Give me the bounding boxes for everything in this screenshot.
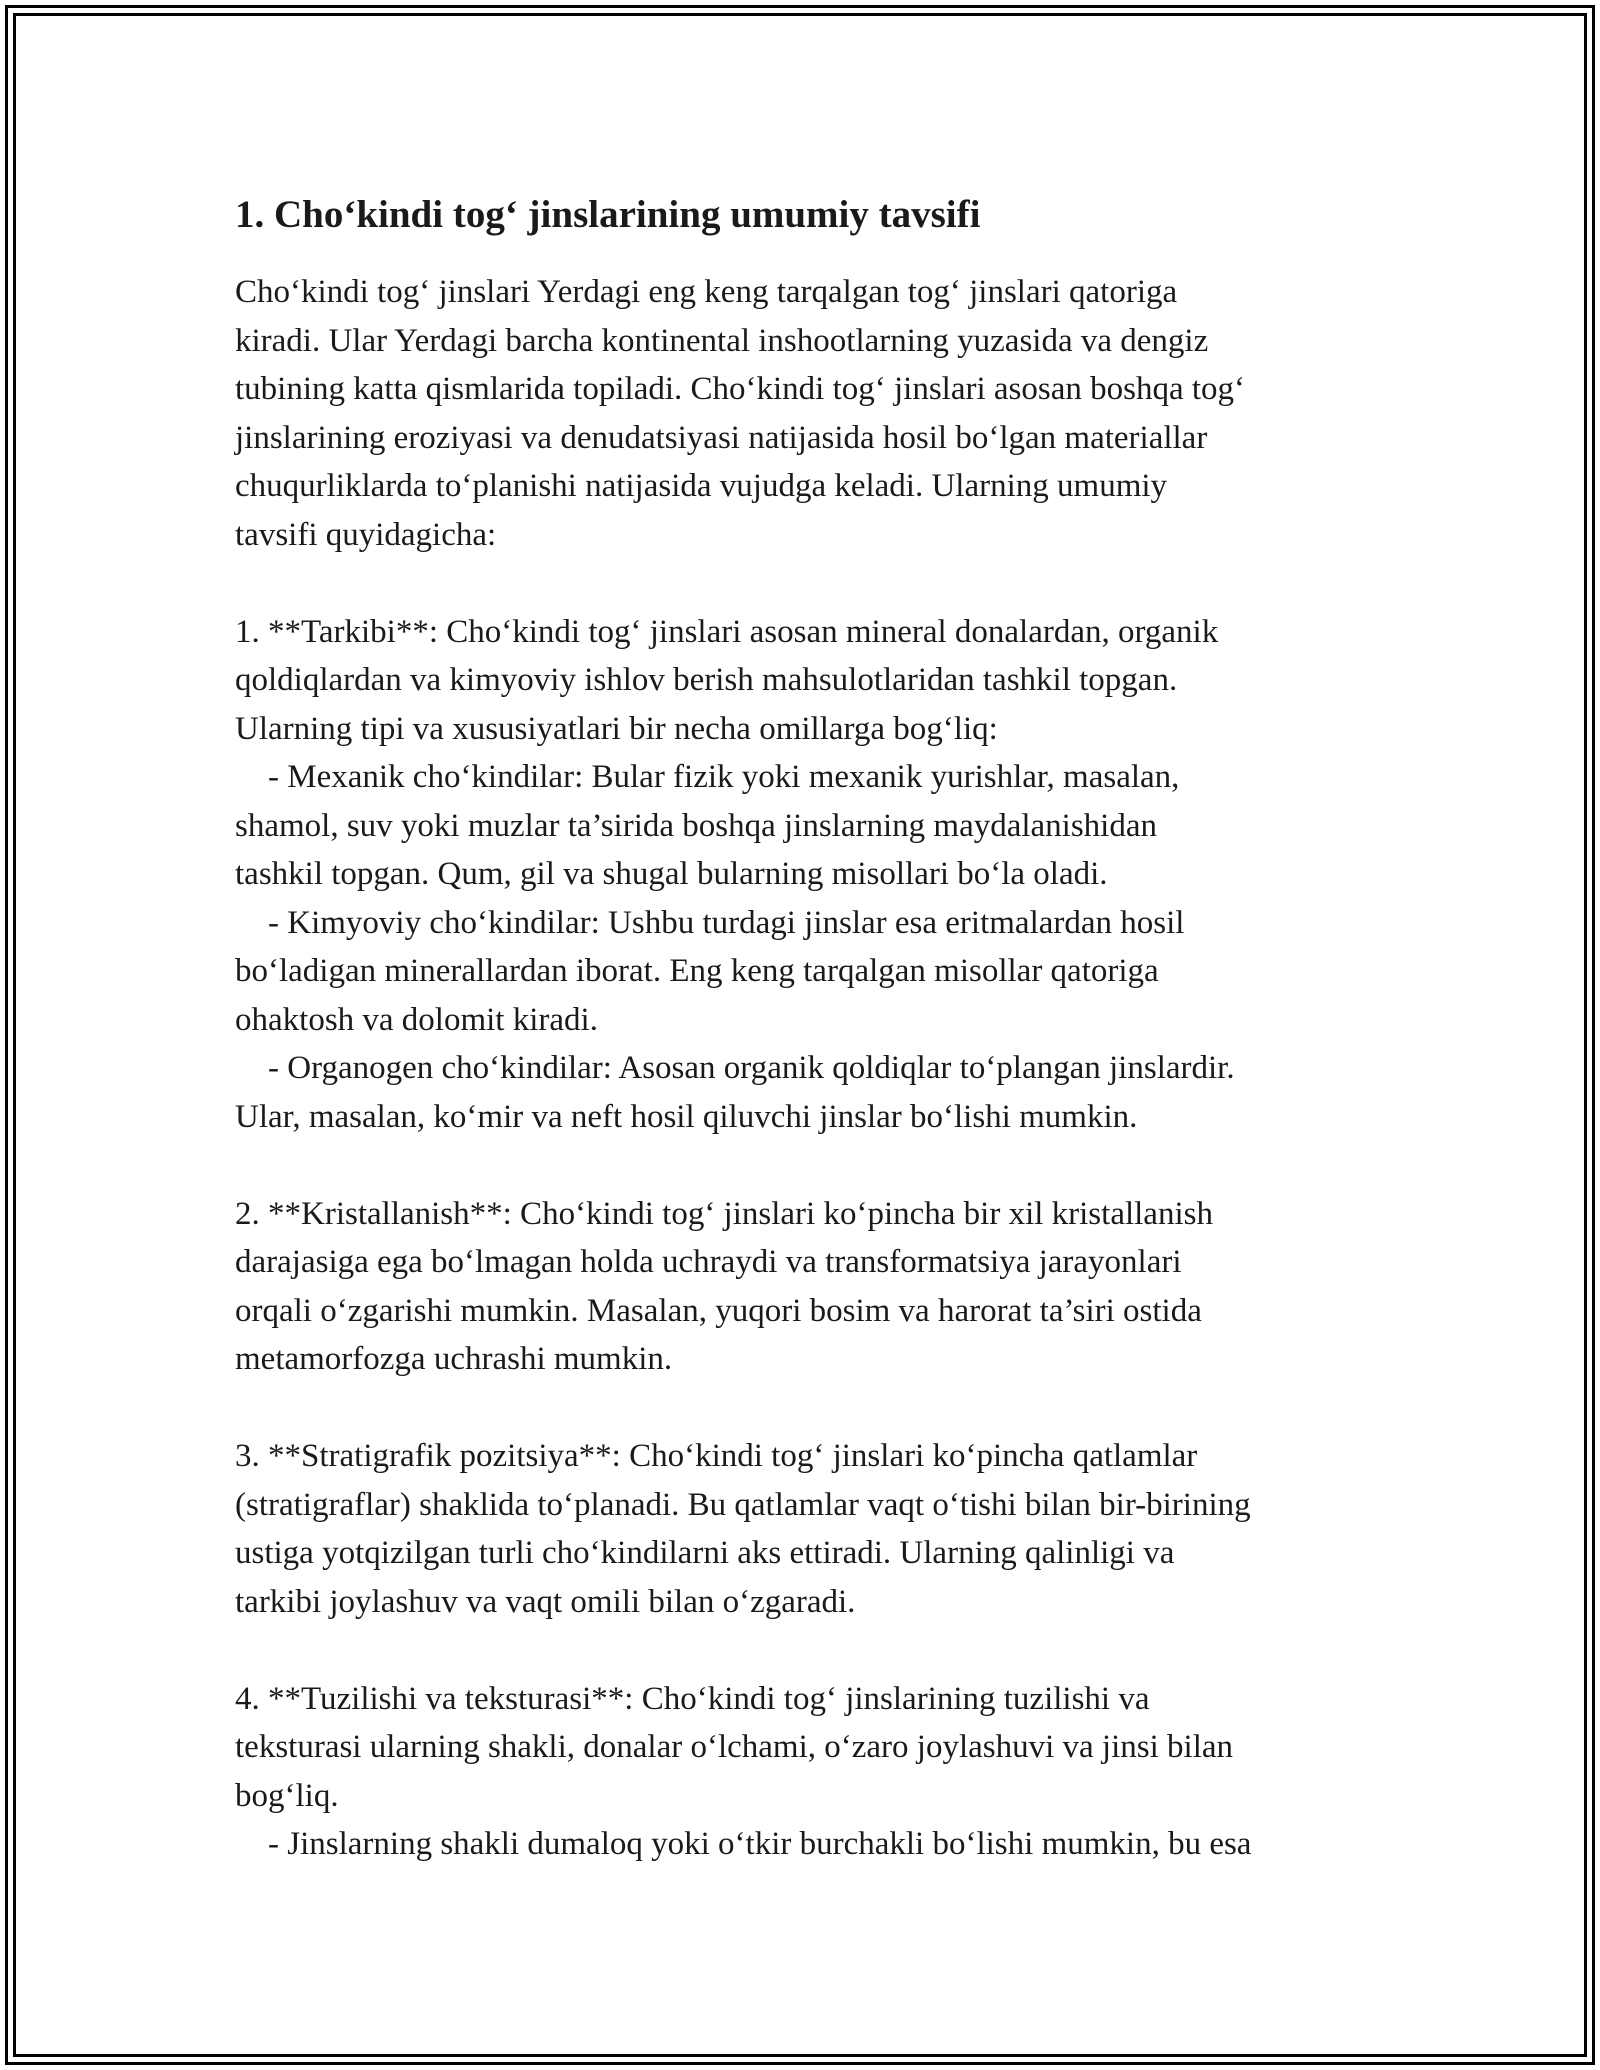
intro-paragraph: Cho‘kindi tog‘ jinslari Yerdagi eng keng tarqalgan tog‘ jinslari qatoriga kiradi. Ular Yerdagi barcha kontinental inshootlarning yuzasida va dengiz tubining katta qismlarida topiladi. Cho‘kindi tog‘ jinslari asosan boshqa tog‘ jinslarining eroziyasi va denudatsiyasi natijasida hosil bo‘lgan materiallar chuqurliklarda to‘planishi natijasida vujudga keladi. Ularning umumiy tavsifi quyidagicha: <box>235 274 1246 553</box>
paragraph-gap <box>235 1626 1415 1675</box>
paragraph-gap <box>235 1384 1415 1433</box>
section-title: 1. Cho‘kindi tog‘ jinslarining umumiy tavsifi <box>235 193 981 236</box>
document-body <box>235 180 1415 1869</box>
list-item-structure-texture: 4. **Tuzilishi va teksturasi**: Cho‘kindi tog‘ jinslarining tuzilishi va teksturasi ularning shakli, donalar o‘lchami, o‘zaro joylashuvi va jinsi bilan bog‘liq. - Jinslarning shakli dumaloq yoki o‘tkir burchakli bo‘lishi mumkin, bu esa <box>235 1680 1252 1862</box>
paragraph-gap <box>235 1141 1415 1190</box>
list-item-stratigraphy: 3. **Stratigrafik pozitsiya**: Cho‘kindi tog‘ jinslari ko‘pincha qatlamlar (stratigraflar) shaklida to‘planadi. Bu qatlamlar vaqt o‘tishi bilan bir-birining ustiga yotqizilgan turli cho‘kindilarni aks ettiradi. Ularning qalinligi va tarkibi joylashuv va vaqt omili bilan o‘zgaradi. <box>235 1438 1251 1620</box>
paragraph-gap <box>235 559 1415 608</box>
list-item-composition: 1. **Tarkibi**: Cho‘kindi tog‘ jinslari asosan mineral donalardan, organik qoldiqlardan va kimyoviy ishlov berish mahsulotlaridan tashkil topgan. Ularning tipi va xususiyatlari bir necha omillarga bog‘liq: - Mexanik cho‘kindilar: Bular fizik yoki mexanik yurishlar, masalan, shamol, suv yoki muzlar ta’sirida boshqa jinslarning maydalanishidan tashkil topgan. Qum, gil va shugal bularning misollari bo‘la oladi. - Kimyoviy cho‘kindilar: Ushbu turdagi jinslar esa eritmalardan hosil bo‘ladigan minerallardan iborat. Eng keng tarqalgan misollar qatoriga ohaktosh va dolomit kiradi. - Organogen cho‘kindilar: Asosan organik qoldiqlar to‘plangan jinslardir. Ular, masalan, ko‘mir va neft hosil qiluvchi jinslar bo‘lishi mumkin. <box>235 613 1235 1135</box>
list-item-crystallization: 2. **Kristallanish**: Cho‘kindi tog‘ jinslari ko‘pincha bir xil kristallanish darajasiga ega bo‘lmagan holda uchraydi va transformatsiya jarayonlari orqali o‘zgarishi mumkin. Masalan, yuqori bosim va harorat ta’siri ostida metamorfozga uchrashi mumkin. <box>235 1195 1213 1377</box>
